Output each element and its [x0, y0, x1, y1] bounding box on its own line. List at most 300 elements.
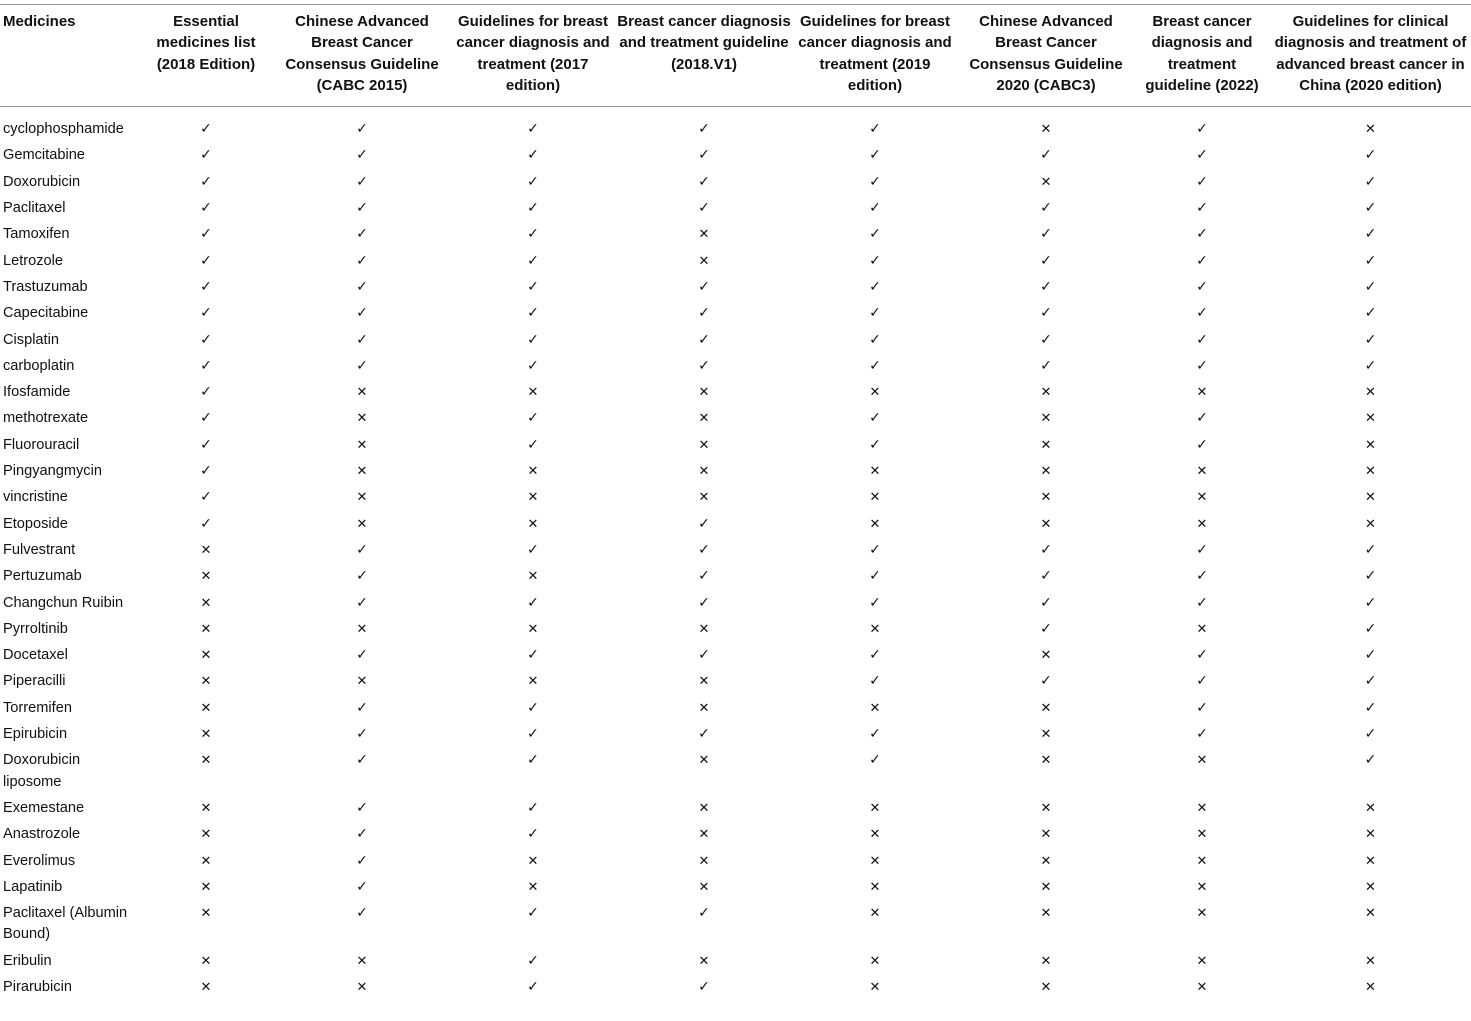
mark-cell	[1270, 327, 1471, 353]
medicine-name: Gemcitabine	[3, 147, 85, 164]
mark-cell	[274, 379, 450, 405]
cross-icon	[526, 619, 540, 640]
mark-cell	[958, 300, 1134, 326]
cross-icon	[199, 698, 213, 719]
mark-cell	[450, 848, 616, 874]
check-icon	[1039, 251, 1053, 272]
mark-cell	[1134, 107, 1270, 143]
cross-icon	[355, 461, 369, 482]
mark-cell	[958, 974, 1134, 1000]
mark-cell	[450, 379, 616, 405]
mark-cell	[1134, 821, 1270, 847]
check-icon	[199, 382, 213, 403]
cross-icon	[526, 877, 540, 898]
check-icon	[1195, 645, 1209, 666]
mark-cell	[450, 900, 616, 948]
cross-icon	[1364, 408, 1378, 429]
table-row	[0, 974, 1471, 1000]
mark-cell	[792, 642, 958, 668]
check-icon	[355, 593, 369, 614]
mark-cell	[274, 458, 450, 484]
medicine-name: carboplatin	[3, 357, 75, 374]
check-icon	[355, 145, 369, 166]
mark-cell	[1134, 248, 1270, 274]
mark-cell	[1270, 353, 1471, 379]
mark-cell	[274, 721, 450, 747]
medicine-name: Pyrroltinib	[3, 620, 68, 637]
check-icon	[1195, 145, 1209, 166]
mark-cell	[1270, 848, 1471, 874]
mark-cell	[616, 848, 792, 874]
cross-icon	[1195, 824, 1209, 845]
cross-icon	[1364, 977, 1378, 998]
mark-cell	[138, 248, 274, 274]
mark-cell	[450, 721, 616, 747]
mark-cell	[274, 642, 450, 668]
cross-icon	[355, 435, 369, 456]
mark-cell	[450, 405, 616, 431]
cross-icon	[1364, 851, 1378, 872]
mark-cell	[138, 900, 274, 948]
mark-cell	[958, 511, 1134, 537]
table-row	[0, 195, 1471, 221]
mark-cell	[1134, 795, 1270, 821]
mark-cell	[1134, 563, 1270, 589]
cross-icon	[1364, 903, 1378, 924]
mark-cell	[616, 747, 792, 795]
header-guidelines-2017: Guidelines for breast cancer diagnosis and treatment (2017 edition)	[456, 13, 610, 94]
mark-cell	[1134, 668, 1270, 694]
medicine-name: cyclophosphamide	[3, 121, 124, 138]
cross-icon	[697, 877, 711, 898]
mark-cell	[1134, 747, 1270, 795]
mark-cell	[792, 458, 958, 484]
mark-cell	[792, 195, 958, 221]
mark-cell	[138, 169, 274, 195]
cross-icon	[697, 224, 711, 245]
table-row	[0, 353, 1471, 379]
check-icon	[199, 198, 213, 219]
mark-cell	[958, 274, 1134, 300]
mark-cell	[616, 616, 792, 642]
cross-icon	[526, 566, 540, 587]
mark-cell	[616, 795, 792, 821]
check-icon	[1195, 698, 1209, 719]
medicine-name: Doxorubicin	[3, 173, 81, 190]
cross-icon	[868, 851, 882, 872]
mark-cell	[792, 747, 958, 795]
cross-icon	[199, 593, 213, 614]
check-icon	[199, 514, 213, 535]
mark-cell	[1270, 195, 1471, 221]
check-icon	[526, 277, 540, 298]
cross-icon	[1195, 514, 1209, 535]
mark-cell	[958, 432, 1134, 458]
check-icon	[355, 750, 369, 771]
mark-cell	[616, 274, 792, 300]
mark-cell	[792, 300, 958, 326]
mark-cell	[450, 668, 616, 694]
mark-cell	[958, 327, 1134, 353]
check-icon	[868, 540, 882, 561]
mark-cell	[138, 974, 274, 1000]
table-row	[0, 900, 1471, 948]
mark-cell	[958, 484, 1134, 510]
check-icon	[355, 356, 369, 377]
check-icon	[199, 330, 213, 351]
mark-cell	[616, 107, 792, 143]
mark-cell	[1270, 221, 1471, 247]
mark-cell	[792, 221, 958, 247]
check-icon	[1039, 671, 1053, 692]
table-row	[0, 142, 1471, 168]
cross-icon	[1039, 461, 1053, 482]
check-icon	[355, 224, 369, 245]
check-icon	[1039, 356, 1053, 377]
mark-cell	[450, 353, 616, 379]
mark-cell	[792, 107, 958, 143]
cross-icon	[868, 461, 882, 482]
cross-icon	[1364, 824, 1378, 845]
mark-cell	[1134, 353, 1270, 379]
check-icon	[1195, 172, 1209, 193]
check-icon	[868, 724, 882, 745]
cross-icon	[697, 487, 711, 508]
table-row	[0, 616, 1471, 642]
mark-cell	[450, 616, 616, 642]
check-icon	[697, 356, 711, 377]
mark-cell	[1270, 458, 1471, 484]
check-icon	[199, 119, 213, 140]
check-icon	[697, 977, 711, 998]
check-icon	[199, 303, 213, 324]
check-icon	[697, 330, 711, 351]
mark-cell	[1134, 274, 1270, 300]
cross-icon	[199, 724, 213, 745]
mark-cell	[138, 721, 274, 747]
medicine-name: Exemestane	[3, 799, 85, 816]
cross-icon	[868, 382, 882, 403]
mark-cell	[274, 405, 450, 431]
check-icon	[1039, 224, 1053, 245]
cross-icon	[199, 645, 213, 666]
mark-cell	[1134, 511, 1270, 537]
mark-cell	[616, 405, 792, 431]
mark-cell	[792, 668, 958, 694]
mark-cell	[274, 248, 450, 274]
mark-cell	[1270, 274, 1471, 300]
table-row	[0, 695, 1471, 721]
mark-cell	[616, 590, 792, 616]
cross-icon	[868, 903, 882, 924]
mark-cell	[1134, 405, 1270, 431]
mark-cell	[1134, 590, 1270, 616]
cross-icon	[199, 798, 213, 819]
mark-cell	[792, 353, 958, 379]
mark-cell	[138, 379, 274, 405]
medicine-name: Cisplatin	[3, 331, 59, 348]
mark-cell	[450, 747, 616, 795]
header-cabc-2015: Chinese Advanced Breast Cancer Consensus Guideline (CABC 2015)	[285, 13, 439, 94]
mark-cell	[138, 563, 274, 589]
check-icon	[199, 435, 213, 456]
mark-cell	[616, 353, 792, 379]
cross-icon	[199, 671, 213, 692]
check-icon	[355, 251, 369, 272]
header-cabc3-2020: Chinese Advanced Breast Cancer Consensus Guideline 2020 (CABC3)	[969, 13, 1123, 94]
check-icon	[1039, 619, 1053, 640]
check-icon	[1195, 408, 1209, 429]
cross-icon	[355, 619, 369, 640]
header-guidelines-2019: Guidelines for breast cancer diagnosis and treatment (2019 edition)	[798, 13, 952, 94]
check-icon	[355, 119, 369, 140]
check-icon	[1195, 330, 1209, 351]
check-icon	[868, 251, 882, 272]
mark-cell	[1270, 484, 1471, 510]
check-icon	[1195, 435, 1209, 456]
header-row	[0, 9, 1471, 107]
cross-icon	[697, 951, 711, 972]
medicine-name: Doxorubicin liposome	[3, 752, 81, 790]
check-icon	[355, 277, 369, 298]
mark-cell	[138, 848, 274, 874]
check-icon	[868, 119, 882, 140]
mark-cell	[616, 874, 792, 900]
mark-cell	[792, 795, 958, 821]
mark-cell	[450, 300, 616, 326]
medicine-name: Paclitaxel	[3, 200, 66, 217]
mark-cell	[138, 616, 274, 642]
mark-cell	[616, 695, 792, 721]
cross-icon	[1195, 903, 1209, 924]
mark-cell	[616, 563, 792, 589]
check-icon	[868, 277, 882, 298]
mark-cell	[792, 511, 958, 537]
mark-cell	[274, 590, 450, 616]
cross-icon	[199, 903, 213, 924]
cross-icon	[199, 824, 213, 845]
check-icon	[355, 198, 369, 219]
check-icon	[868, 566, 882, 587]
check-icon	[1195, 251, 1209, 272]
mark-cell	[138, 590, 274, 616]
table-row	[0, 511, 1471, 537]
cross-icon	[868, 951, 882, 972]
check-icon	[1195, 356, 1209, 377]
mark-cell	[450, 327, 616, 353]
medicine-name: Anastrozole	[3, 826, 81, 843]
mark-cell	[1270, 300, 1471, 326]
check-icon	[1364, 224, 1378, 245]
check-icon	[868, 198, 882, 219]
check-icon	[697, 724, 711, 745]
cross-icon	[1039, 977, 1053, 998]
check-icon	[526, 119, 540, 140]
cross-icon	[526, 382, 540, 403]
cross-icon	[1364, 798, 1378, 819]
medicines-table	[0, 9, 1471, 1000]
mark-cell	[450, 948, 616, 974]
cross-icon	[697, 851, 711, 872]
check-icon	[868, 671, 882, 692]
check-icon	[1195, 671, 1209, 692]
check-icon	[1364, 303, 1378, 324]
mark-cell	[138, 642, 274, 668]
table-row	[0, 221, 1471, 247]
mark-cell	[958, 142, 1134, 168]
mark-cell	[274, 537, 450, 563]
mark-cell	[792, 821, 958, 847]
check-icon	[1364, 198, 1378, 219]
medicine-name: Etoposide	[3, 515, 68, 532]
header-guideline-2018-v1: Breast cancer diagnosis and treatment guideline (2018.V1)	[617, 13, 791, 73]
mark-cell	[958, 795, 1134, 821]
check-icon	[199, 461, 213, 482]
mark-cell	[616, 948, 792, 974]
cross-icon	[199, 977, 213, 998]
cross-icon	[199, 951, 213, 972]
cross-icon	[1195, 877, 1209, 898]
mark-cell	[274, 795, 450, 821]
mark-cell	[274, 107, 450, 143]
check-icon	[1364, 251, 1378, 272]
mark-cell	[138, 821, 274, 847]
mark-cell	[138, 353, 274, 379]
mark-cell	[274, 900, 450, 948]
mark-cell	[1134, 379, 1270, 405]
mark-cell	[450, 142, 616, 168]
mark-cell	[274, 821, 450, 847]
table-row	[0, 300, 1471, 326]
mark-cell	[138, 458, 274, 484]
cross-icon	[1364, 435, 1378, 456]
mark-cell	[450, 169, 616, 195]
mark-cell	[450, 537, 616, 563]
check-icon	[526, 198, 540, 219]
mark-cell	[616, 300, 792, 326]
check-icon	[1364, 277, 1378, 298]
mark-cell	[450, 458, 616, 484]
cross-icon	[697, 461, 711, 482]
check-icon	[355, 645, 369, 666]
check-icon	[199, 356, 213, 377]
mark-cell	[1270, 563, 1471, 589]
check-icon	[697, 566, 711, 587]
mark-cell	[1270, 642, 1471, 668]
mark-cell	[958, 107, 1134, 143]
mark-cell	[138, 221, 274, 247]
check-icon	[199, 172, 213, 193]
mark-cell	[450, 795, 616, 821]
mark-cell	[616, 974, 792, 1000]
cross-icon	[1039, 514, 1053, 535]
check-icon	[868, 408, 882, 429]
mark-cell	[958, 379, 1134, 405]
mark-cell	[958, 721, 1134, 747]
cross-icon	[1364, 877, 1378, 898]
check-icon	[1364, 750, 1378, 771]
mark-cell	[1270, 974, 1471, 1000]
mark-cell	[1270, 405, 1471, 431]
check-icon	[355, 724, 369, 745]
mark-cell	[616, 484, 792, 510]
table-row	[0, 484, 1471, 510]
table-row	[0, 848, 1471, 874]
mark-cell	[1134, 900, 1270, 948]
mark-cell	[1270, 107, 1471, 143]
cross-icon	[697, 671, 711, 692]
check-icon	[868, 435, 882, 456]
cross-icon	[1364, 951, 1378, 972]
check-icon	[697, 277, 711, 298]
mark-cell	[792, 874, 958, 900]
mark-cell	[958, 668, 1134, 694]
check-icon	[526, 303, 540, 324]
medicine-name: Paclitaxel (Albumin Bound)	[3, 905, 128, 943]
cross-icon	[868, 798, 882, 819]
check-icon	[868, 330, 882, 351]
check-icon	[1195, 724, 1209, 745]
mark-cell	[274, 616, 450, 642]
mark-cell	[958, 900, 1134, 948]
cross-icon	[1039, 877, 1053, 898]
check-icon	[1364, 698, 1378, 719]
header-essential-medicines-2018: Essential medicines list (2018 Edition)	[156, 13, 256, 73]
mark-cell	[1134, 169, 1270, 195]
top-rule	[0, 4, 1471, 5]
table-row	[0, 379, 1471, 405]
mark-cell	[1134, 484, 1270, 510]
mark-cell	[1270, 821, 1471, 847]
mark-cell	[1134, 142, 1270, 168]
mark-cell	[792, 327, 958, 353]
mark-cell	[450, 590, 616, 616]
cross-icon	[1195, 798, 1209, 819]
check-icon	[697, 303, 711, 324]
mark-cell	[450, 974, 616, 1000]
check-icon	[526, 435, 540, 456]
cross-icon	[1195, 619, 1209, 640]
mark-cell	[616, 821, 792, 847]
check-icon	[1039, 593, 1053, 614]
mark-cell	[138, 405, 274, 431]
mark-cell	[958, 248, 1134, 274]
cross-icon	[199, 566, 213, 587]
mark-cell	[1134, 300, 1270, 326]
medicine-name: Eribulin	[3, 952, 52, 969]
cross-icon	[697, 750, 711, 771]
check-icon	[526, 224, 540, 245]
mark-cell	[138, 142, 274, 168]
mark-cell	[1270, 248, 1471, 274]
check-icon	[1039, 330, 1053, 351]
mark-cell	[274, 848, 450, 874]
mark-cell	[616, 379, 792, 405]
mark-cell	[1134, 458, 1270, 484]
mark-cell	[1134, 721, 1270, 747]
mark-cell	[958, 353, 1134, 379]
mark-cell	[138, 668, 274, 694]
cross-icon	[1195, 487, 1209, 508]
check-icon	[526, 330, 540, 351]
mark-cell	[1270, 590, 1471, 616]
check-icon	[868, 356, 882, 377]
cross-icon	[1039, 408, 1053, 429]
cross-icon	[199, 851, 213, 872]
cross-icon	[199, 619, 213, 640]
cross-icon	[1364, 119, 1378, 140]
mark-cell	[450, 695, 616, 721]
